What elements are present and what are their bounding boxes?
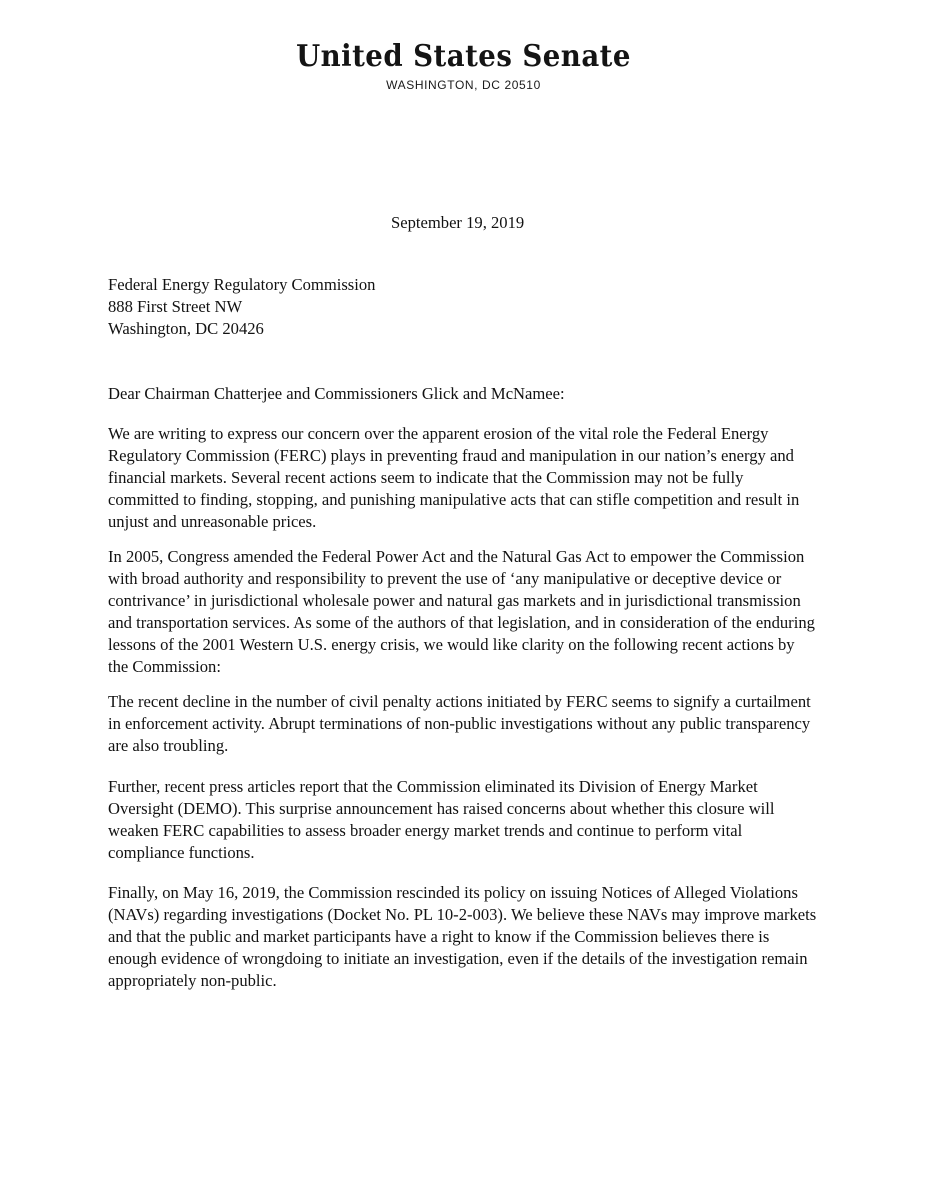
recipient-line-street: 888 First Street NW (108, 297, 243, 316)
body-paragraph-penalty-decline: The recent decline in the number of civil penalty actions initiated by FERC seems to signify a curtailment in enforcement activity. Abrupt terminations of non-public investigations without any public transparency are also troubling. (108, 692, 811, 755)
senate-title: United States Senate (296, 39, 631, 74)
recipient-address (108, 274, 375, 340)
body-paragraph-nav-policy: Finally, on May 16, 2019, the Commission rescinded its policy on issuing Notices of Alleged Violations (NAVs) regarding investigations (Docket No. PL 10-2-003). We believe these NAVs may improve markets and that the public and market participants have a right to know if the Commission believes there is enough evidence of wrongdoing to initiate an investigation, even if the details of the investigation remain appropriately non-public. (108, 883, 817, 990)
body-paragraph-2005-authority: In 2005, Congress amended the Federal Power Act and the Natural Gas Act to empower the Commission with broad authority and responsibility to prevent the use of ‘any manipulative or deceptive device or contrivance’ in jurisdictional wholesale power and natural gas markets and in jurisdictional transmission and transportation services. As some of the authors of that legislation, and in consideration of the enduring lessons of the 2001 Western U.S. energy crisis, we would like clarity on the following recent actions by the Commission: (108, 547, 815, 676)
recipient-line-name: Federal Energy Regulatory Commission (108, 275, 376, 294)
letterhead (0, 40, 927, 92)
senate-address: WASHINGTON, DC 20510 (386, 78, 541, 92)
salutation: Dear Chairman Chatterjee and Commissioners Glick and McNamee: (108, 384, 565, 403)
body-paragraph-demo-elimination: Further, recent press articles report that the Commission eliminated its Division of Energy Market Oversight (DEMO). This surprise announcement has raised concerns about whether this closure will weaken FERC capabilities to assess broader energy market trends and continue to perform vital compliance functions. (108, 777, 775, 862)
letter-date: September 19, 2019 (391, 213, 525, 232)
recipient-line-city: Washington, DC 20426 (108, 319, 264, 338)
body-paragraph-concern: We are writing to express our concern over the apparent erosion of the vital role the Federal Energy Regulatory Commission (FERC) plays in preventing fraud and manipulation in our nation’s energy and financial markets. Several recent actions seem to indicate that the Commission may not be fully committed to finding, stopping, and punishing manipulative acts that can stifle competition and result in unjust and unreasonable prices. (108, 424, 800, 531)
